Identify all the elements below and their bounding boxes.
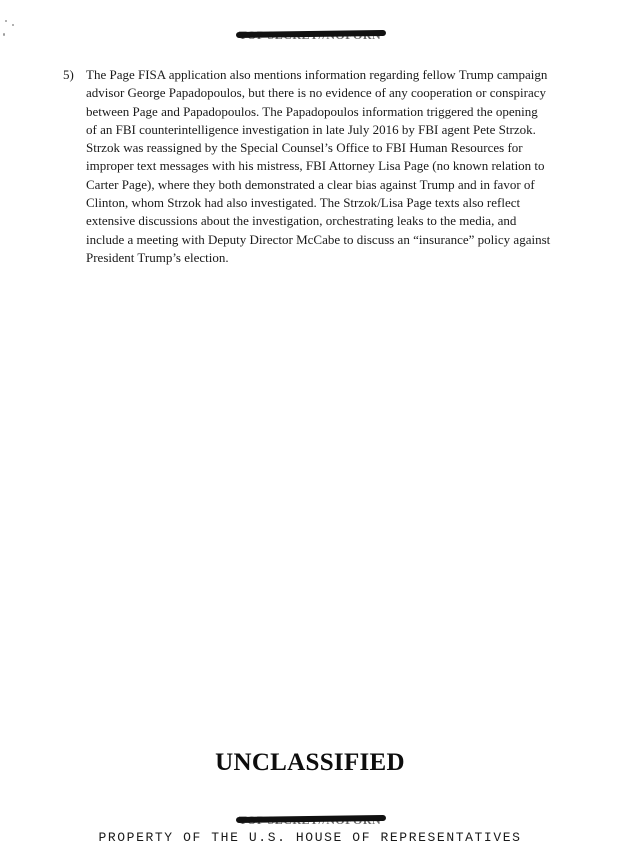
text-line: President Trump’s election. <box>86 249 229 265</box>
text-line: extensive discussions about the investigation, orchestrating leaks to the media, and <box>86 213 517 229</box>
text-line: Strzok was reassigned by the Special Counsel’s Office to FBI Human Resources for <box>86 140 523 156</box>
paragraph-text <box>86 66 586 267</box>
paragraph-number: 5) <box>63 67 74 82</box>
text-line: Carter Page), where they both demonstrated a clear bias against Trump and in favor of <box>86 176 535 192</box>
scan-artifact <box>5 20 7 22</box>
text-line: improper text messages with his mistress, FBI Attorney Lisa Page (no known relation to <box>86 158 545 174</box>
text-line: of an FBI counterintelligence investigation in late July 2016 by FBI agent Pete Strzok. <box>86 121 536 137</box>
text-line: The Page FISA application also mentions information regarding fellow Trump campaign <box>86 67 548 82</box>
text-line: Clinton, whom Strzok had also investigated. The Strzok/Lisa Page texts also reflect <box>86 195 521 211</box>
property-line: PROPERTY OF THE U.S. HOUSE OF REPRESENTATIVES <box>98 830 522 845</box>
unclassified-stamp: UNCLASSIFIED <box>215 749 405 776</box>
top-classification-marking <box>0 26 620 44</box>
bottom-classification-marking <box>0 811 620 829</box>
text-line: advisor George Papadopoulos, but there is no evidence of any cooperation or conspiracy <box>86 85 547 101</box>
struck-marking <box>237 813 383 828</box>
text-line: include a meeting with Deputy Director McCabe to discuss an “insurance” policy against <box>86 231 551 247</box>
struck-marking <box>237 28 383 43</box>
text-line: between Page and Papadopoulos. The Papadopoulos information triggered the opening <box>86 103 538 119</box>
